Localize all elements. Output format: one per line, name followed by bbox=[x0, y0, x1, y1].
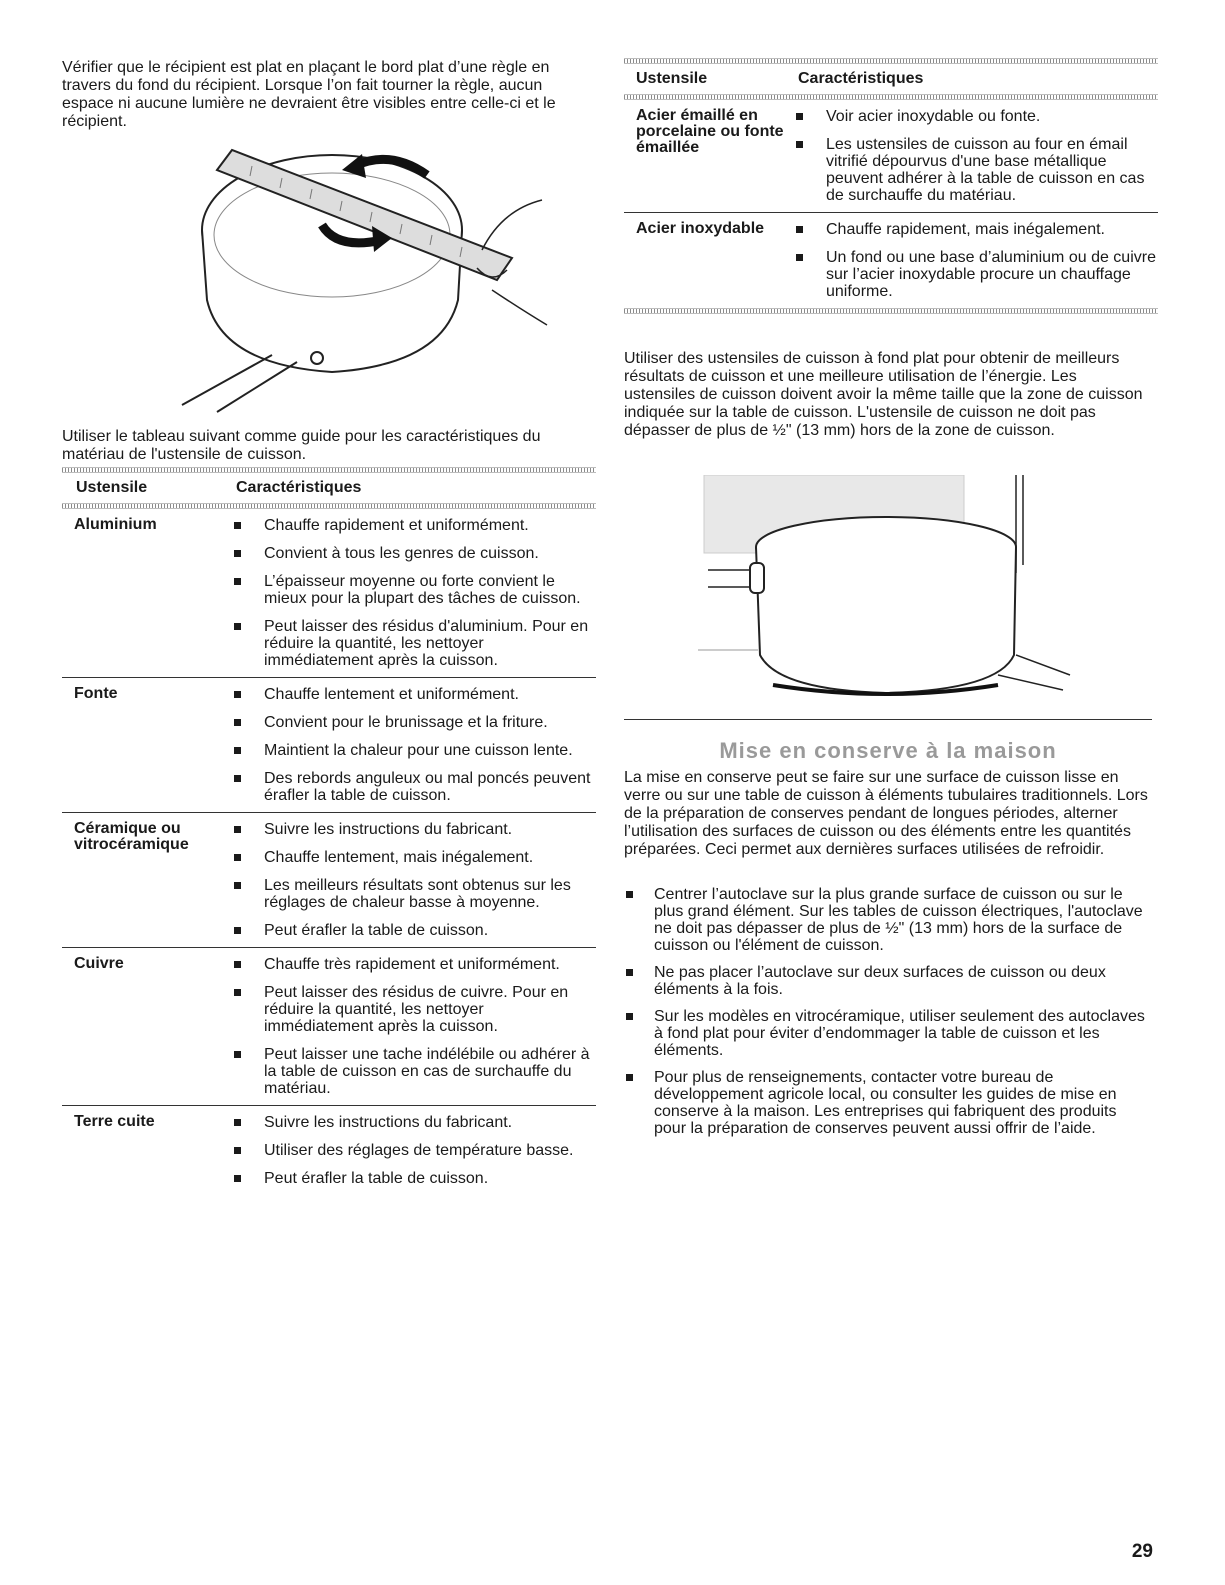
characteristic-text: Utiliser des réglages de température basse. bbox=[264, 1142, 574, 1159]
characteristic-item bbox=[232, 956, 596, 973]
characteristic-text: Un fond ou une base d’aluminium ou de cuivre sur l’acier inoxydable procure un chauffage uniforme. bbox=[826, 249, 1156, 300]
table-header bbox=[62, 473, 596, 503]
bullet-square-icon bbox=[234, 1147, 241, 1154]
canning-item bbox=[624, 964, 1152, 998]
characteristic-text: L’épaisseur moyenne ou forte convient le mieux pour la plupart des tâches de cuisson. bbox=[264, 573, 581, 607]
bullet-square-icon bbox=[234, 826, 241, 833]
characteristic-text: Peut érafler la table de cuisson. bbox=[264, 1170, 489, 1187]
bullet-square-icon bbox=[796, 226, 803, 233]
col-ustensile: Ustensile bbox=[636, 70, 708, 87]
characteristic-item bbox=[794, 136, 1158, 204]
characteristic-item bbox=[232, 714, 596, 731]
table-body bbox=[624, 100, 1158, 308]
table-row bbox=[62, 812, 596, 947]
table-row bbox=[62, 677, 596, 812]
bullet-square-icon bbox=[234, 882, 241, 889]
bullet-square-icon bbox=[626, 891, 633, 898]
characteristic-item bbox=[232, 686, 596, 703]
characteristics-list bbox=[232, 686, 596, 804]
characteristic-text: Des rebords anguleux ou mal poncés peuvent érafler la table de cuisson. bbox=[264, 770, 591, 804]
ustensile-name: Acier émaillé en porcelaine ou fonte émaillée bbox=[636, 107, 784, 156]
canning-item-text: Sur les modèles en vitrocéramique, utiliser seulement des autoclaves à fond plat pour éviter d’endommager la table de cuisson et les éléments. bbox=[654, 1008, 1145, 1059]
characteristic-item bbox=[232, 1114, 596, 1131]
material-table-right bbox=[624, 58, 1158, 314]
characteristic-text: Peut laisser des résidus de cuivre. Pour en réduire la quantité, les nettoyer immédiatement après la cuisson. bbox=[264, 984, 569, 1035]
ustensile-name: Cuivre bbox=[74, 955, 124, 972]
characteristic-item bbox=[232, 1170, 596, 1187]
bullet-square-icon bbox=[234, 989, 241, 996]
bullet-square-icon bbox=[234, 1051, 241, 1058]
bullet-square-icon bbox=[796, 141, 803, 148]
characteristics-list bbox=[232, 1114, 596, 1187]
canning-item bbox=[624, 1069, 1152, 1137]
bullet-square-icon bbox=[234, 578, 241, 585]
bullet-square-icon bbox=[626, 969, 633, 976]
characteristic-item bbox=[232, 742, 596, 759]
characteristic-item bbox=[232, 1046, 596, 1097]
bullet-square-icon bbox=[796, 254, 803, 261]
bullet-square-icon bbox=[234, 854, 241, 861]
bullet-square-icon bbox=[234, 747, 241, 754]
ustensile-name: Fonte bbox=[74, 685, 118, 702]
table-row bbox=[62, 947, 596, 1105]
guide-paragraph: Utiliser le tableau suivant comme guide pour les caractéristiques du matériau de l'ustensile de cuisson. bbox=[62, 428, 541, 463]
characteristic-item bbox=[232, 984, 596, 1035]
bullet-square-icon bbox=[626, 1013, 633, 1020]
characteristic-text: Peut laisser des résidus d'aluminium. Pour en réduire la quantité, les nettoyer immédiatement après la cuisson. bbox=[264, 618, 589, 669]
bullet-square-icon bbox=[234, 719, 241, 726]
bullet-square-icon bbox=[796, 113, 803, 120]
characteristic-text: Chauffe lentement, mais inégalement. bbox=[264, 849, 534, 866]
ustensile-name: Acier inoxydable bbox=[636, 220, 765, 237]
ustensile-name: Aluminium bbox=[74, 516, 157, 533]
characteristic-item bbox=[232, 922, 596, 939]
bullet-square-icon bbox=[234, 691, 241, 698]
characteristic-item bbox=[232, 877, 596, 911]
characteristic-text: Voir acier inoxydable ou fonte. bbox=[826, 108, 1041, 125]
characteristic-item bbox=[232, 545, 596, 562]
characteristic-item bbox=[232, 770, 596, 804]
characteristic-text: Suivre les instructions du fabricant. bbox=[264, 1114, 513, 1131]
table-row bbox=[624, 212, 1158, 308]
characteristics-list bbox=[794, 108, 1158, 204]
intro-paragraph: Vérifier que le récipient est plat en plaçant le bord plat d’une règle en travers du fond du récipient. Lorsque l’on fait tourner la règle, aucun espace ni aucune lumière ne devraient être visibles entre celle-ci et le récipient. bbox=[62, 59, 556, 130]
characteristic-text: Peut laisser une tache indélébile ou adhérer à la table de cuisson en cas de surchauffe du matériau. bbox=[264, 1046, 590, 1097]
table-row bbox=[62, 1105, 596, 1195]
table-header bbox=[624, 64, 1158, 94]
bullet-square-icon bbox=[626, 1074, 633, 1081]
canning-paragraph: La mise en conserve peut se faire sur une surface de cuisson lisse en verre ou sur une table de cuisson à éléments tubulaires traditionnels. Lors de la préparation de conserves pendant de longues périodes, alterner l’utilisation des surfaces de cuisson ou des éléments entre les quantités préparées. Ceci permet aux dernières surfaces utilisées de refroidir. bbox=[624, 769, 1148, 858]
characteristic-text: Les meilleurs résultats sont obtenus sur les réglages de chaleur basse à moyenne. bbox=[264, 877, 571, 911]
ustensile-name: Terre cuite bbox=[74, 1113, 155, 1130]
characteristics-list bbox=[232, 821, 596, 939]
characteristic-text: Maintient la chaleur pour une cuisson lente. bbox=[264, 742, 573, 759]
table-row bbox=[62, 509, 596, 677]
characteristic-text: Convient pour le brunissage et la friture. bbox=[264, 714, 548, 731]
characteristic-text: Peut érafler la table de cuisson. bbox=[264, 922, 489, 939]
characteristic-item bbox=[794, 249, 1158, 300]
bullet-square-icon bbox=[234, 623, 241, 630]
table-bottom-rule bbox=[624, 308, 1158, 314]
characteristic-text: Les ustensiles de cuisson au four en émail vitrifié dépourvus d'une base métallique peuvent adhérer à la table de cuisson en cas de surchauffe du matériau. bbox=[826, 136, 1145, 204]
characteristic-text: Convient à tous les genres de cuisson. bbox=[264, 545, 539, 562]
bullet-square-icon bbox=[234, 961, 241, 968]
bullet-square-icon bbox=[234, 927, 241, 934]
characteristic-item bbox=[232, 821, 596, 838]
canning-item-text: Centrer l’autoclave sur la plus grande surface de cuisson ou sur le plus grand élément. Sur les tables de cuisson électriques, l'autoclave ne doit pas dépasser de plus de ½" (13 mm) hors de la surface de cuisson ou l'élément de cuisson. bbox=[654, 886, 1143, 954]
characteristic-item bbox=[232, 618, 596, 669]
table-row bbox=[624, 100, 1158, 212]
canning-item bbox=[624, 1008, 1152, 1059]
pot-on-burner-illustration bbox=[698, 475, 1078, 700]
canning-list bbox=[624, 886, 1152, 1147]
bullet-square-icon bbox=[234, 1119, 241, 1126]
characteristic-item bbox=[232, 573, 596, 607]
characteristic-item bbox=[232, 849, 596, 866]
characteristic-text: Chauffe rapidement et uniformément. bbox=[264, 517, 529, 534]
bullet-square-icon bbox=[234, 775, 241, 782]
characteristic-text: Chauffe lentement et uniformément. bbox=[264, 686, 519, 703]
flat-bottom-paragraph: Utiliser des ustensiles de cuisson à fond plat pour obtenir de meilleurs résultats de cuisson et une meilleure utilisation de l’énergie. Les ustensiles de cuisson doivent avoir la même taille que la zone de cuisson indiquée sur la table de cuisson. L'ustensile de cuisson ne doit pas dépasser de plus de ½" (13 mm) hors de la zone de cuisson. bbox=[624, 350, 1143, 439]
bullet-square-icon bbox=[234, 522, 241, 529]
characteristics-list bbox=[794, 221, 1158, 300]
characteristic-item bbox=[794, 221, 1158, 238]
characteristic-item bbox=[232, 517, 596, 534]
section-title: Mise en conserve à la maison bbox=[719, 738, 1057, 763]
ruler-pan-illustration bbox=[162, 140, 592, 415]
ustensile-name: Céramique ou vitrocéramique bbox=[74, 820, 189, 853]
characteristic-item bbox=[232, 1142, 596, 1159]
col-ustensile: Ustensile bbox=[76, 479, 148, 496]
col-caracteristiques: Caractéristiques bbox=[236, 479, 362, 496]
characteristic-text: Suivre les instructions du fabricant. bbox=[264, 821, 513, 838]
canning-item-text: Pour plus de renseignements, contacter votre bureau de développement agricole local, ou consulter les guides de mise en conserve à la maison. Les entreprises qui fabriquent des produits pour la préparation de conserves peuvent aussi offrir de l’aide. bbox=[654, 1069, 1117, 1137]
section-rule bbox=[624, 719, 1152, 720]
characteristic-text: Chauffe rapidement, mais inégalement. bbox=[826, 221, 1105, 238]
characteristic-text: Chauffe très rapidement et uniformément. bbox=[264, 956, 560, 973]
col-caracteristiques: Caractéristiques bbox=[798, 70, 924, 87]
table-body bbox=[62, 509, 596, 1195]
canning-item bbox=[624, 886, 1152, 954]
material-table-left bbox=[62, 467, 596, 1195]
canning-item-text: Ne pas placer l’autoclave sur deux surfaces de cuisson ou deux éléments à la fois. bbox=[654, 964, 1106, 998]
bullet-square-icon bbox=[234, 1175, 241, 1182]
bullet-square-icon bbox=[234, 550, 241, 557]
characteristics-list bbox=[232, 956, 596, 1097]
characteristic-item bbox=[794, 108, 1158, 125]
characteristics-list bbox=[232, 517, 596, 669]
page-number: 29 bbox=[1131, 1541, 1153, 1562]
